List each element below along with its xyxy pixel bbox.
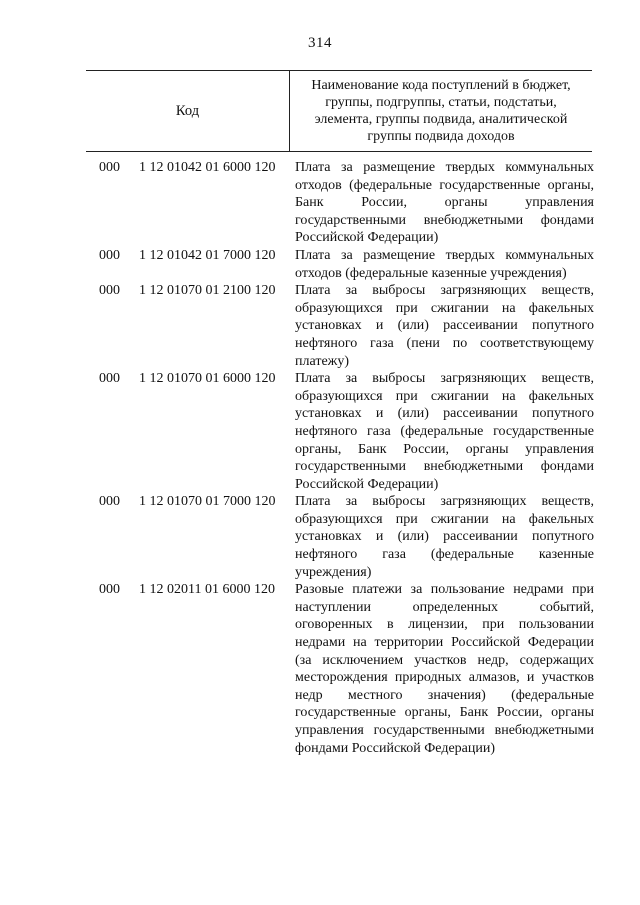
row-admin-code: 000 bbox=[99, 494, 120, 510]
table-row bbox=[99, 370, 594, 493]
row-income-code: 1 12 01042 01 7000 120 bbox=[139, 247, 276, 263]
row-admin-code: 000 bbox=[99, 371, 120, 387]
row-income-name: Разовые платежи за пользование недрами при наступлении определенных событий, оговоренных в лицензии, при пользовании недрами на территории Российской Федерации (за исключением участков недр, содержащих месторождения природных алмазов, и участков недр местного значения) (федеральные государственные органы, Банк России, органы управления государственными внебюджетными фондами Российской Федерации) bbox=[295, 582, 594, 756]
table-row bbox=[99, 282, 594, 370]
row-income-code: 1 12 02011 01 6000 120 bbox=[139, 582, 275, 598]
header-name-label: Наименование кода поступлений в бюджет, группы, подгруппы, статьи, подстатьи, элемента, группы подвида, аналитической группы подвида доходов bbox=[311, 78, 571, 144]
table-row bbox=[99, 493, 594, 581]
row-income-name: Плата за выбросы загрязняющих веществ, образующихся при сжигании на факельных установках и (или) рассеивании попутного нефтяного газа (пени по соответствующему платежу) bbox=[295, 283, 594, 369]
row-income-name: Плата за размещение твердых коммунальных отходов (федеральные государственные органы, Банк России, органы управления государственными внебюджетными фондами Российской Федерации) bbox=[295, 160, 594, 246]
row-income-code: 1 12 01070 01 2100 120 bbox=[139, 283, 276, 299]
row-admin-code: 000 bbox=[99, 283, 120, 299]
table-row bbox=[99, 247, 594, 282]
row-admin-code: 000 bbox=[99, 247, 120, 263]
page-number: 314 bbox=[308, 35, 332, 51]
row-income-name: Плата за выбросы загрязняющих веществ, образующихся при сжигании на факельных установках и (или) рассеивании попутного нефтяного газа (федеральные государственные органы, Банк России, органы управления государственными внебюджетными фондами Российской Федерации) bbox=[295, 371, 594, 492]
table-row bbox=[99, 581, 594, 757]
table-header bbox=[86, 70, 592, 152]
income-codes-list bbox=[99, 159, 594, 757]
row-income-code: 1 12 01042 01 6000 120 bbox=[139, 160, 276, 175]
row-income-code: 1 12 01070 01 6000 120 bbox=[139, 371, 276, 387]
header-code-label: Код bbox=[86, 71, 290, 151]
table-row bbox=[99, 159, 594, 247]
row-admin-code: 000 bbox=[99, 582, 120, 598]
row-income-name: Плата за выбросы загрязняющих веществ, образующихся при сжигании на факельных установках и (или) рассеивании попутного нефтяного газа (федеральные казенные учреждения) bbox=[295, 494, 594, 580]
row-admin-code: 000 bbox=[99, 160, 120, 175]
row-income-code: 1 12 01070 01 7000 120 bbox=[139, 494, 276, 510]
row-income-name: Плата за размещение твердых коммунальных отходов (федеральные казенные учреждения) bbox=[295, 247, 594, 281]
